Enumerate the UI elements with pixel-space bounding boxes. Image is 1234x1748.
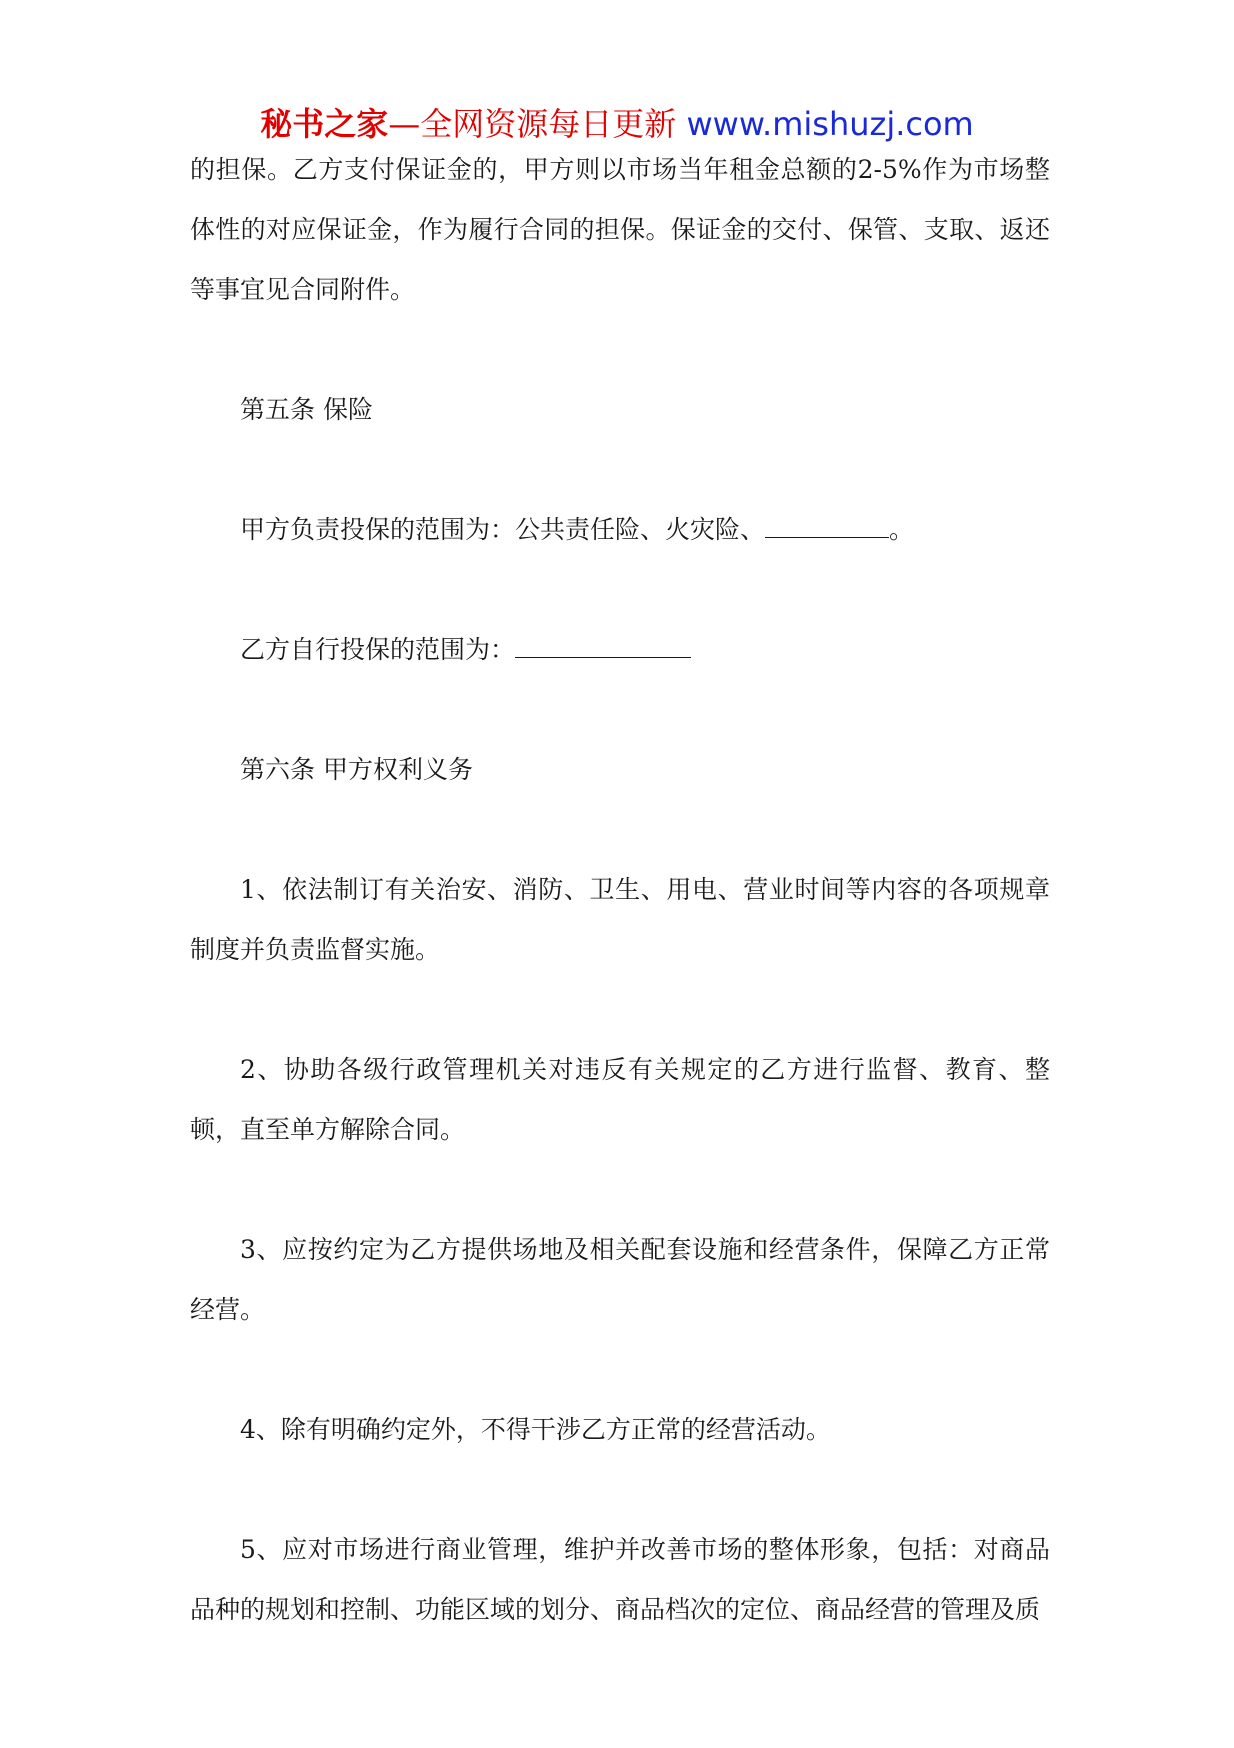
article-6-heading: 第六条 甲方权利义务 (240, 755, 473, 784)
article-5-heading: 第五条 保险 (240, 395, 373, 424)
paragraph-deposit: 的担保。乙方支付保证金的，甲方则以市场当年租金总额的2-5%作为市场整体性的对应保证金，作为履行合同的担保。保证金的交付、保管、支取、返还等事宜见合同附件。 (190, 155, 1050, 304)
party-b-insurance-text: 乙方自行投保的范围为： (240, 635, 516, 664)
brand-name: 秘书之家 (260, 105, 389, 143)
paragraph-party-a-insurance (190, 500, 1050, 560)
slogan: —全网资源每日更新 (388, 105, 677, 143)
list-item-4: 4、除有明确约定外，不得干涉乙方正常的经营活动。 (240, 1415, 831, 1444)
list-item-1: 1、依法制订有关治安、消防、卫生、用电、营业时间等内容的各项规章制度并负责监督实施。 (190, 875, 1050, 964)
fill-in-blank[interactable] (515, 637, 691, 658)
fill-in-blank[interactable] (765, 517, 889, 538)
document-body (190, 140, 1050, 1640)
list-item-2: 2、协助各级行政管理机关对违反有关规定的乙方进行监督、教育、整顿，直至单方解除合同。 (190, 1055, 1050, 1144)
paragraph-party-b-insurance (190, 620, 1050, 680)
party-a-insurance-text: 甲方负责投保的范围为：公共责任险、火灾险、 (240, 515, 766, 544)
list-item-5: 5、应对市场进行商业管理，维护并改善市场的整体形象，包括：对商品品种的规划和控制、功能区域的划分、商品档次的定位、商品经营的管理及质 (190, 1535, 1050, 1624)
period: 。 (889, 515, 915, 544)
list-item-3: 3、应按约定为乙方提供场地及相关配套设施和经营条件，保障乙方正常经营。 (190, 1235, 1050, 1324)
site-url-link[interactable]: www.mishuzj.com (686, 105, 974, 143)
